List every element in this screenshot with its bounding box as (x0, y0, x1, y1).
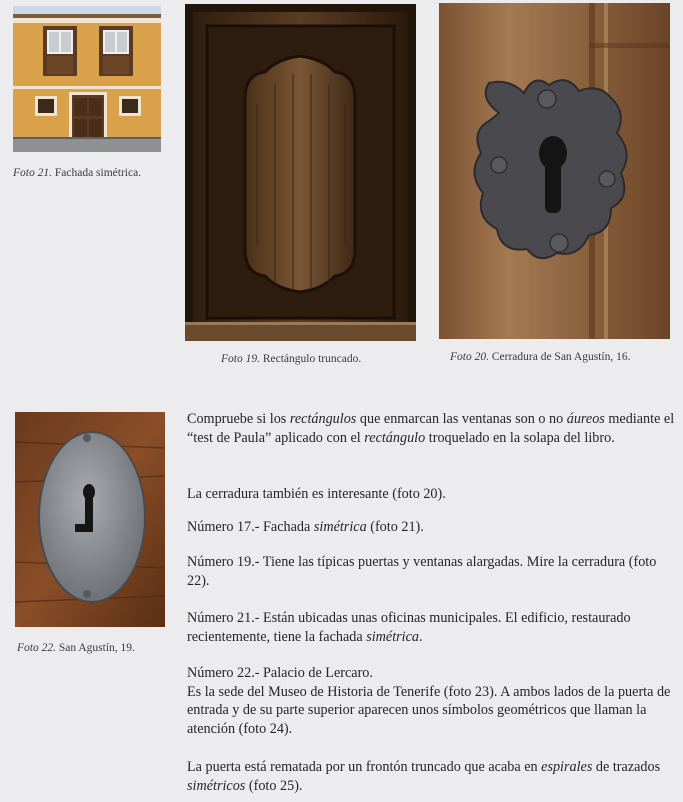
photo-wood-panel (185, 4, 416, 341)
text-captions-c21-label: Foto 21. (13, 167, 52, 179)
text-paragraphs-p1-b: rectángulos (289, 411, 357, 427)
text-paragraphs-p1-g: troquelado en la solapa del libro. (425, 429, 615, 446)
paragraph-4 (187, 553, 677, 590)
paragraph-7 (187, 758, 677, 795)
text-captions-c19-label: Foto 19. (221, 353, 260, 365)
text-paragraphs-p6-a: Número 22.- Palacio de Lercaro. (187, 665, 373, 681)
text-paragraphs-p5-a: Número 21.- Están ubicadas unas oficinas municipales. El edificio, restaurado recientemente, tiene la fachada (187, 610, 631, 645)
text-paragraphs-p7-d: simétricos (187, 777, 246, 794)
caption-foto-19 (221, 353, 361, 365)
paragraph-6 (187, 664, 677, 738)
text-paragraphs-p2-a: La cerradura también es interesante (foto 20). (187, 486, 446, 502)
lock-plate-illustration (439, 3, 670, 339)
text-paragraphs-p1-f: rectángulo (364, 429, 426, 446)
text-captions-c20-label: Foto 20. (450, 351, 489, 363)
text-paragraphs-p5-c: . (419, 628, 423, 645)
text-captions-c20-text: Cerradura de San Agustín, 16. (488, 351, 631, 363)
text-paragraphs-p3-a: Número 17.- Fachada (187, 519, 314, 535)
wood-panel-illustration (185, 4, 416, 341)
keyhole-plate-illustration (15, 412, 165, 627)
text-paragraphs-p7-b: espirales (541, 759, 593, 775)
text-paragraphs-p7-a: La puerta está rematada por un frontón truncado que acaba en (187, 759, 542, 775)
text-paragraphs-p1-a: Compruebe si los (187, 411, 290, 427)
photo-keyhole-plate (15, 412, 165, 627)
caption-foto-21 (13, 167, 141, 179)
text-captions-c22-text: San Agustín, 19. (55, 642, 135, 654)
text-paragraphs-p7-e: (foto 25). (245, 777, 303, 794)
caption-foto-22 (17, 642, 135, 654)
text-paragraphs-p3-b: simétrica (313, 519, 367, 535)
facade-illustration (13, 6, 161, 152)
text-captions-c21-text: Fachada simétrica. (51, 167, 142, 179)
text-paragraphs-p5-b: simétrica (366, 628, 420, 645)
text-captions-c22-label: Foto 22. (17, 642, 56, 654)
paragraph-3 (187, 518, 677, 537)
text-paragraphs-p1-c: que enmarcan las ventanas son o no (356, 411, 567, 427)
text-paragraphs-p1-d: áureos (566, 411, 605, 427)
text-captions-c19-text: Rectángulo truncado. (259, 353, 362, 365)
text-paragraphs-p7-c: de trazados (592, 759, 661, 775)
paragraph-2 (187, 485, 677, 504)
paragraph-1 (187, 410, 677, 447)
photo-lock-plate (439, 3, 670, 339)
text-paragraphs-p1-e: mediante el “test de Paula” aplicado con el (187, 411, 675, 446)
text-paragraphs-p3-c: (foto 21). (366, 519, 424, 535)
photo-facade (13, 6, 161, 152)
paragraph-5 (187, 609, 677, 646)
text-paragraphs-p4-a: Número 19.- Tiene las típicas puertas y ventanas alargadas. Mire la cerradura (foto 22). (187, 554, 657, 589)
caption-foto-20 (450, 351, 630, 363)
text-paragraphs-p6-b: Es la sede del Museo de Historia de Tenerife (foto 23). A ambos lados de la puerta de entrada y de su parte superior aparecen unos símbolos geométricos que llaman la atención (foto 24). (187, 683, 671, 737)
